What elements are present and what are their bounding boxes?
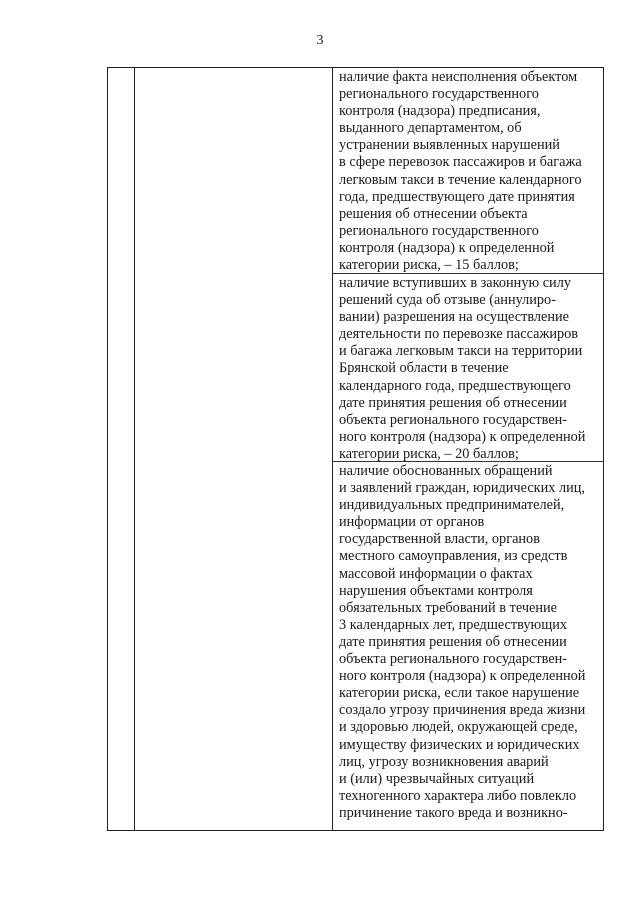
cell-text-line: решения об отнесении объекта <box>339 205 528 222</box>
cell-text-line: устранении выявленных нарушений <box>339 137 560 154</box>
cell-text-line: и заявлений граждан, юридических лиц, <box>339 480 585 497</box>
column-divider <box>134 68 135 830</box>
cell-text-line: объекта регионального государствен- <box>339 651 568 668</box>
cell-text-line: в сфере перевозок пассажиров и багажа <box>339 154 582 171</box>
cell-text-line: и багажа легковым такси на территории <box>339 343 583 360</box>
cell-text-line: контроля (надзора) предписания, <box>339 103 541 120</box>
criterion-cell <box>333 462 603 822</box>
cell-text-line: и здоровью людей, окружающей среде, <box>339 719 578 736</box>
cell-text-line: ного контроля (надзора) к определенной <box>339 428 586 445</box>
page-number: 3 <box>316 33 324 48</box>
cell-text-line: лиц, угрозу возникновения аварий <box>339 753 549 770</box>
cell-text-line: 3 календарных лет, предшествующих <box>339 616 568 633</box>
cell-text-line: информации от органов <box>339 514 485 531</box>
criterion-cell <box>333 68 603 274</box>
cell-text-line: имуществу физических и юридических <box>339 736 580 753</box>
cell-text-line: индивидуальных предпринимателей, <box>339 497 565 514</box>
cell-text-line: деятельности по перевозке пассажиров <box>339 326 579 343</box>
cell-text-line: наличие вступивших в законную силу <box>339 275 571 291</box>
cell-text-line: категории риска, если такое нарушение <box>339 685 580 702</box>
cell-text-line: Брянской области в течение <box>339 360 509 377</box>
cell-text-line: легковым такси в течение календарного <box>339 171 582 188</box>
cell-text-line: обязательных требований в течение <box>339 599 558 616</box>
cell-text-line: категории риска, – 15 баллов; <box>339 257 519 274</box>
cell-text-line: регионального государственного <box>339 222 539 239</box>
cell-text-line: причинение такого вреда и возникно- <box>339 804 568 821</box>
cell-text-line: вании) разрешения на осуществление <box>339 309 570 326</box>
cell-text-line: регионального государственного <box>339 86 539 103</box>
cell-text-line: наличие факта неисполнения объектом <box>339 69 578 85</box>
cell-text-line: местного самоуправления, из средств <box>339 548 568 565</box>
cell-text-line: решений суда об отзыве (аннулиро- <box>339 292 556 309</box>
cell-text-line: наличие обоснованных обращений <box>339 463 553 479</box>
criterion-cell <box>333 274 603 462</box>
cell-text-line: дате принятия решения об отнесении <box>339 633 567 650</box>
cell-text-line: государственной власти, органов <box>339 531 540 548</box>
cell-text-line: и (или) чрезвычайных ситуаций <box>339 770 535 787</box>
cell-text-line: выданного департаментом, об <box>339 120 522 137</box>
cell-text-line: контроля (надзора) к определенной <box>339 239 555 256</box>
cell-text-line: объекта регионального государствен- <box>339 411 568 428</box>
cell-text-line: категории риска, – 20 баллов; <box>339 445 519 462</box>
cell-text-line: ного контроля (надзора) к определенной <box>339 668 586 685</box>
cell-text-line: года, предшествующего дате принятия <box>339 188 575 205</box>
cell-text-line: создало угрозу причинения вреда жизни <box>339 702 586 719</box>
criteria-table <box>107 67 604 831</box>
cell-text-line: нарушения объектами контроля <box>339 582 533 599</box>
cell-text-line: массовой информации о фактах <box>339 565 533 582</box>
cell-text-line: календарного года, предшествующего <box>339 377 571 394</box>
cell-text-line: техногенного характера либо повлекло <box>339 787 577 804</box>
cell-text-line: дате принятия решения об отнесении <box>339 394 567 411</box>
criteria-column <box>333 68 603 830</box>
